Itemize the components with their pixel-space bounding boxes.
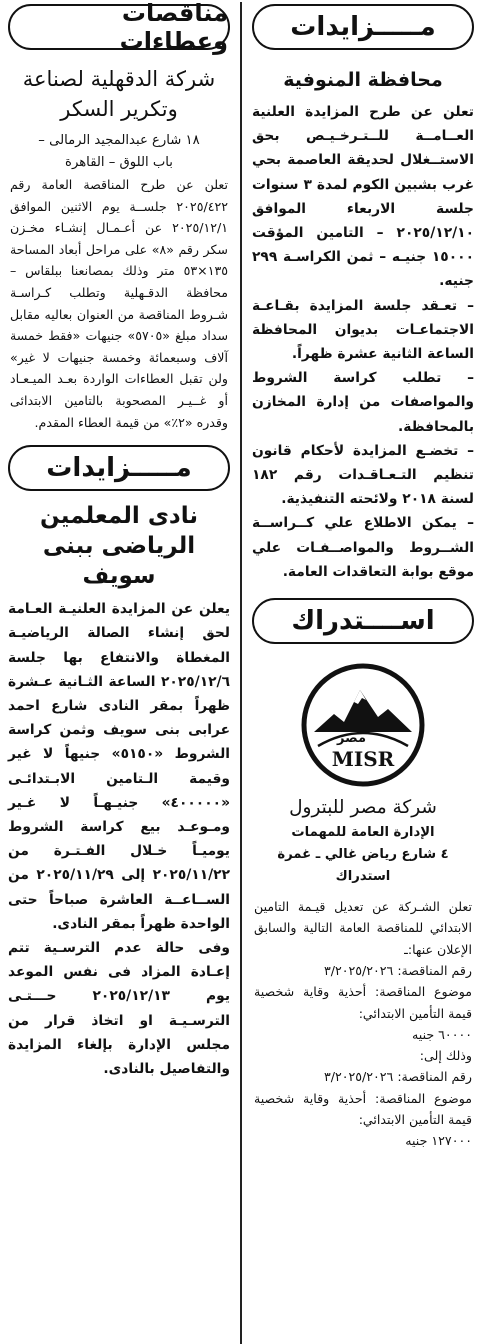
correction-line: تعلن الشـركة عن تعديل قيـمة التامين الابتدائي للمناقصة العامة التالية والسابق الإعلان عنها:ـ [254,899,472,957]
correction-line: ٦٠٠٠٠ جنيه [412,1026,472,1042]
correction-header: اســــتدراك [252,598,474,644]
auctions-header-2: مـــــزايدات [8,445,230,491]
correction-line: رقم المناقصة: ٣/٢٠٢٥/٢٠٢٦ [323,1069,472,1085]
club-auction-body [0,597,238,1081]
right-column [244,0,482,1344]
column-divider [240,2,242,1344]
club-title: نادى المعلمين الرياضى ببنى سويف [40,503,198,590]
auction-body [244,100,482,584]
tender-body: تعلن عن طرح المناقصة العامة رقم ٢٠٢٥/٤٢٢ جلســة يوم الاثنين الموافق ٢٠٢٥/١٢/١ عن أعـمـال إنشـاء مخـزن سكر رقم «٨» على مراحل أبعاد المساحة ١٣٥×٥٣ متر وذلك بمصانعنا ببلقاس – محافظة الدقـهلية وتطلب كـراسـة شـروط المناقصة من العنوان بعاليه مقابل سداد مبلغ «٥٧٠٥» جنيهات «فقط خمسة آلاف وسبعمائة وخمسة جنيهات لا غير» ولن تقبل العطاءات الواردة بعـد الميـعـاد أو غــيـر المصحوبة بالتامين الابتدائى وقدره «٢٪» من قيمة العطاء المقدم. [10,177,228,430]
auction-paragraph: – تطلب كراسة الشروط والمواصفات من إدارة المخازن بالمحافظة. [252,370,474,435]
correction-line: رقم المناقصة: ٣/٢٠٢٥/٢٠٢٦ [323,962,472,978]
auction-paragraph: – تعـقد جلسة المزايدة بقـاعـة الاجتماعـات بديوان المحافظة الساعة الثانية عشرة ظهراً. [252,297,474,363]
left-column [0,0,238,1344]
tender-company: شركة الدقهلية لصناعة وتكرير السكر [22,67,216,121]
correction-line: ١٢٧٠٠٠ جنيه [405,1133,472,1149]
misr-logo [244,662,482,788]
correction-body [244,896,482,1152]
logo-arabic-text: مصر [337,731,366,747]
logo-latin-text: MISR [331,747,395,772]
tender-address-1: ١٨ شارع عبدالمجيد الرمالى – [38,133,200,148]
tender-address-2: باب اللوق – القاهرة [65,155,173,170]
auctions-header: مـــــزايدات [252,4,474,50]
misr-logo-icon [300,662,426,788]
correction-line: موضوع المناقصة: أحذية وقاية شخصية قيمة التأمين الابتدائي: [254,1090,472,1128]
club-paragraph: وفى حالة عدم الترسـية تتم إعـادة المزاد فى نفس الموعد يوم ٢٠٢٥/١٢/١٣ حـــتـى الترسـيـة او اتخاذ قرار من مجلس الإدارة بإلغاء المزايدة والتفاصيل بالنادى. [8,939,230,1077]
auction-paragraph: – تخضـع المزايدة لأحكام قانون تنظيم التـعـاقـدات رقم ١٨٢ لسنة ٢٠١٨ ولائحته التنفيذية. [252,442,474,508]
correction-line: وذلك إلى: [419,1048,472,1064]
correction-word: استدراك [335,869,391,885]
department: الإدارة العامة للمهمات [291,825,435,841]
company-name: شركة مصر للبترول [289,797,437,819]
auction-title: محافظة المنوفية [283,69,443,91]
club-paragraph: يعلن عن المزايدة العلنيـة العـامة لحق إنشاء الصالة الرياضيـة المغطاة والانتفاع بها جلسة ٢٠٢٥/١٢/٦ الساعة الثـانية عـشرة ظهراً بمقر النادى شارع احمد عرابى بنى سويف وثمن كراسة الشروط «٥١٥٠» جنيهاً لا غير وقيمة الـتامين الابـتدائـى «٤٠٠٠٠٠» جنيـهـاً لا غـير ومـوعـد بيع كراسة الشروط يوميـاً خـلال الفـتـرة من ٢٠٢٥/١١/٢٢ إلى ٢٠٢٥/١١/٢٩ من الســاعــة العاشرة صباحاً حتى الواحدة ظهراً بمقر النادى. [8,601,231,932]
auction-paragraph: – يمكن الاطلاع علي كــراســة الشــروط والمواصــفـات علي موقع بوابة التعاقدات العامة. [252,515,474,580]
company-address: ٤ شارع رياض غالي ـ غمرة [277,847,449,863]
auction-paragraph: تعلن عن طرح المزايدة العلنية العــامــة للــتـرخـيـص بحق الاستــغلال لحديقة العاصمة بحي غرب بشبين الكوم لمدة ٣ سنوات جلسة الاربعاء الموافق ٢٠٢٥/١٢/١٠ – التامين المؤقت ١٥٠٠٠ جنيـه – ثمن الكراسـة ٢٩٩ جنيه. [252,104,474,290]
correction-line: موضوع المناقصة: أحذية وقاية شخصية قيمة التأمين الابتدائي: [254,984,472,1021]
tenders-header: مناقصات وعطاءات [8,4,230,50]
